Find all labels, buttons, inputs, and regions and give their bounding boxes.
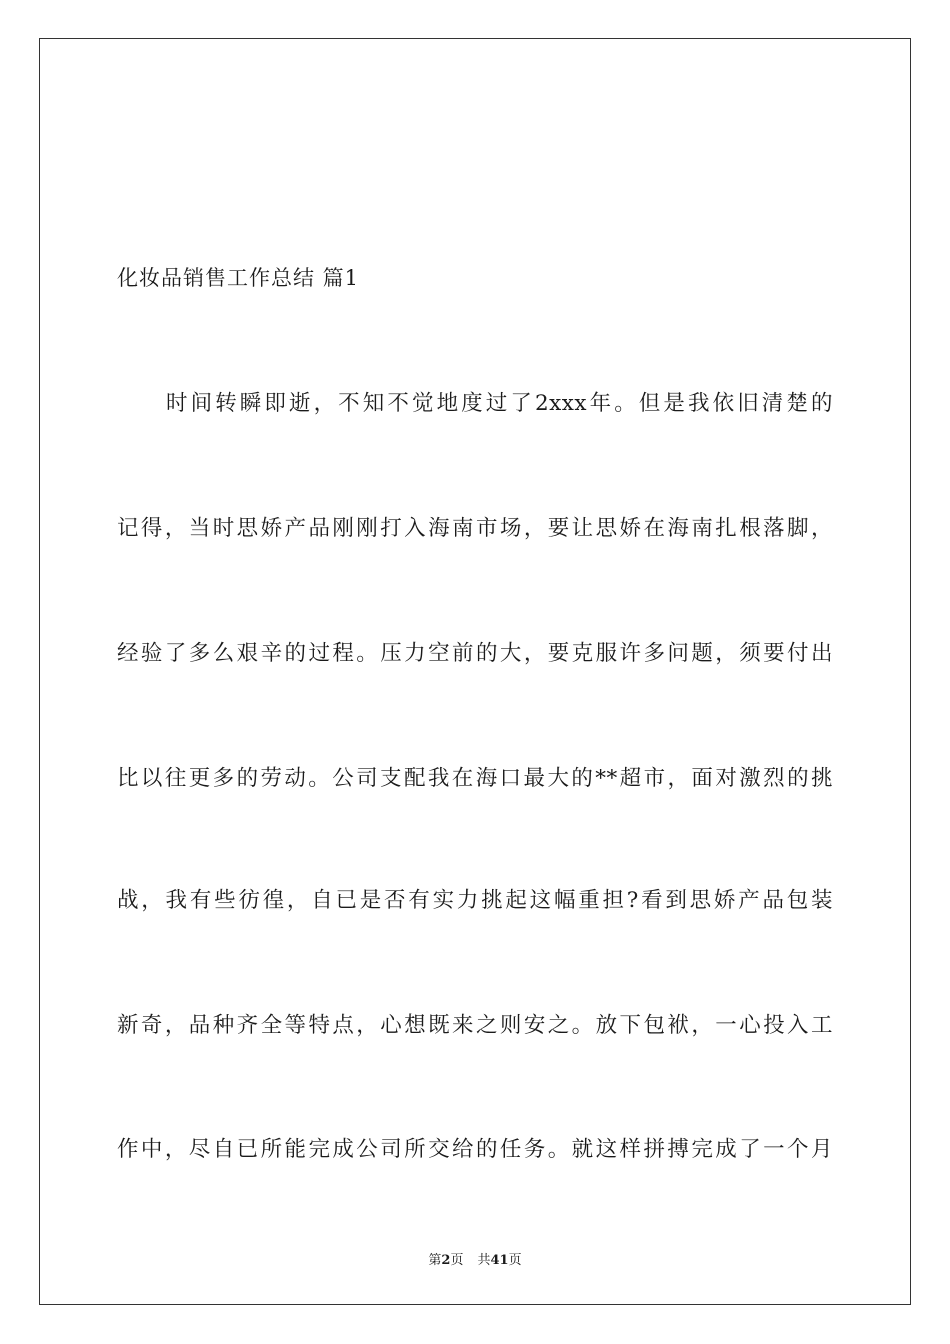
paragraph-line-7: 作中，尽自已所能完成公司所交给的任务。就这样拼搏完成了一个月	[117, 1137, 833, 1162]
page-number: 2	[441, 1253, 451, 1268]
paragraph-line-4: 比以往更多的劳动。公司支配我在海口最大的**超市，面对激烈的挑	[117, 766, 833, 791]
total-prefix: 共	[477, 1253, 491, 1268]
page-prefix: 第	[428, 1253, 442, 1268]
paragraph-line-5: 战，我有些彷徨，自已是否有实力挑起这幅重担?看到思娇产品包装	[117, 888, 833, 913]
page-border	[39, 38, 911, 1305]
page-suffix: 页	[450, 1253, 464, 1268]
total-pages: 41	[490, 1253, 509, 1268]
paragraph-line-3: 经验了多么艰辛的过程。压力空前的大，要克服许多问题，须要付出	[117, 641, 833, 666]
document-heading: 化妆品销售工作总结 篇1	[117, 266, 360, 290]
paragraph-line-1: 时间转瞬即逝，不知不觉地度过了2xxx年。但是我依旧清楚的	[166, 391, 833, 416]
total-suffix: 页	[508, 1253, 522, 1268]
paragraph-line-2: 记得，当时思娇产品刚刚打入海南市场，要让思娇在海南扎根落脚，	[117, 516, 833, 541]
paragraph-line-6: 新奇，品种齐全等特点，心想既来之则安之。放下包袱，一心投入工	[117, 1013, 833, 1038]
page-footer	[0, 1249, 950, 1268]
